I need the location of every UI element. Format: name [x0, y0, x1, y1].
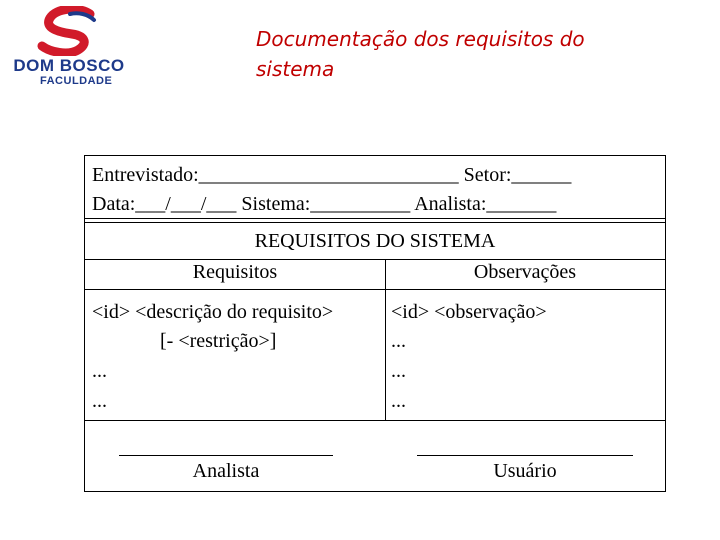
date-system-line: Data:___/___/___ Sistema:__________ Analista:_______: [92, 193, 557, 215]
column-header-observacoes: Observações: [473, 261, 577, 283]
observation-row: ...: [391, 360, 406, 382]
requirement-row: <id> <descrição do requisito>: [92, 301, 334, 323]
title-line-2: sistema: [256, 57, 335, 81]
signature-label-usuario: Usuário: [493, 460, 557, 482]
signature-label-analista: Analista: [192, 460, 260, 482]
logo-name: DOM BOSCO: [13, 56, 125, 75]
logo-subtitle: FACULDADE: [40, 75, 113, 87]
observation-row: <id> <observação>: [391, 301, 547, 323]
requirement-row: ...: [92, 360, 107, 382]
logo: [4, 6, 134, 90]
interviewee-line: Entrevistado:__________________________ Setor:______: [92, 164, 572, 186]
divider: [85, 420, 665, 421]
observation-row: ...: [391, 390, 406, 412]
requirement-row: [- <restrição>]: [160, 330, 277, 352]
section-title: REQUISITOS DO SISTEMA: [254, 230, 496, 252]
column-divider: [385, 259, 386, 420]
dom-bosco-logo-icon: [28, 6, 108, 56]
page-title: [256, 24, 656, 84]
signature-line-usuario: [417, 455, 633, 456]
divider: [85, 218, 665, 219]
signature-line-analista: [119, 455, 333, 456]
requirements-form: [84, 155, 666, 492]
divider: [85, 222, 665, 223]
title-line-1: Documentação dos requisitos do: [256, 27, 585, 51]
requirement-row: ...: [92, 390, 107, 412]
divider: [85, 289, 665, 290]
observation-row: ...: [391, 330, 406, 352]
divider: [85, 259, 665, 260]
column-header-requisitos: Requisitos: [192, 261, 278, 283]
